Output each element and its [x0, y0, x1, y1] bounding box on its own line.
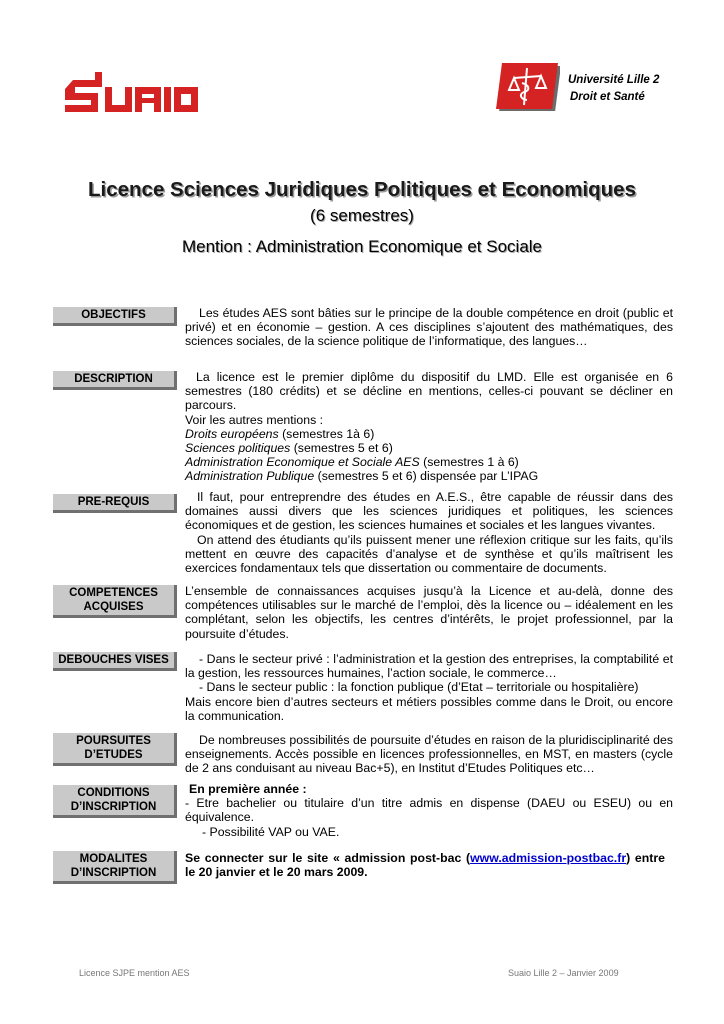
- university-line1: Université Lille 2: [568, 74, 660, 86]
- conditions-text: [185, 782, 673, 839]
- competences-text: [185, 584, 673, 641]
- modalites-text: [185, 851, 665, 879]
- mention-detail: (semestres 5 et 6) dispensée par L’IPAG: [314, 469, 539, 484]
- mention-detail: (semestres 5 et 6): [290, 441, 393, 456]
- debouches-autres: Mais encore bien d’autres secteurs et métiers possibles comme dans le Droit, ou encore la communication.: [185, 694, 673, 723]
- competences-paragraph: L’ensemble de connaissances acquises jusqu’à la Licence et au-delà, donne des compétences utilisables sur le marché de l’emploi, dès la licence ou – idéalement en les complétant, selon les objectifs, les centres d’intérêts, le projet professionnel, par la poursuite d’études.: [185, 584, 673, 641]
- page-title: Licence Sciences Juridiques Politiques et Economiques: [88, 178, 636, 201]
- admission-postbac-link[interactable]: www.admission-postbac.fr: [470, 851, 627, 865]
- modalites-text-after: ) entre le 20 janvier et le 20 mars 2009.: [185, 851, 665, 880]
- university-name: [568, 72, 659, 106]
- prerequis-text: [185, 490, 673, 575]
- mention-item: [185, 441, 673, 455]
- label-debouches: DEBOUCHES VISES: [53, 652, 177, 671]
- mention-detail: (semestres 1à 6): [278, 426, 375, 441]
- label-line: CONDITIONS: [77, 787, 150, 799]
- prerequis-paragraph-2: On attend des étudiants qu’ils puissent mener une réflexion critique sur les faits, qu’ils mettent en œuvre des capacités d’analyse et de synthèse et qu’ils maîtrisent les exercices fondamentaux tels que dissertation ou commentaire de documents.: [185, 532, 673, 576]
- mention-item: [185, 455, 673, 469]
- label-line: D’INSCRIPTION: [70, 801, 157, 813]
- label-poursuites: [53, 733, 177, 766]
- label-line: D’INSCRIPTION: [70, 867, 157, 879]
- conditions-heading: En première année :: [189, 782, 307, 796]
- prerequis-paragraph-1: Il faut, pour entreprendre des études en A.E.S., être capable de réussir dans des domaines aussi divers que les sciences juridiques et politiques, les sciences économiques et de gestion, les sciences humaines et sociales et les langues vivantes.: [185, 490, 673, 533]
- mention-name: Droits européens: [185, 426, 279, 441]
- page-subtitle: (6 semestres): [310, 206, 414, 225]
- suaio-logo: [65, 72, 198, 112]
- mention-name: Administration Economique et Sociale AES: [185, 455, 420, 470]
- objectifs-text: [185, 306, 673, 349]
- description-voir: Voir les autres mentions :: [185, 412, 324, 427]
- mention-item: [185, 427, 673, 441]
- debouches-prive: - Dans le secteur privé : l’administration et la gestion des entreprises, la comptabilité et la gestion, les ressources humaines, l’action sociale, le commerce…: [185, 652, 673, 681]
- footer-left: Licence SJPE mention AES: [79, 968, 190, 978]
- poursuites-paragraph: De nombreuses possibilités de poursuite d’études en raison de la pluridisciplinarité des enseignements. Accès possible en licences professionnelles, en MST, en masters (cycle de 2 ans conduisant au niveau Bac+5), en Institut d’Etudes Politiques etc…: [185, 733, 673, 776]
- debouches-text: [185, 652, 673, 723]
- footer-right: Suaio Lille 2 – Janvier 2009: [508, 968, 619, 978]
- conditions-paragraph-2: - Possibilité VAP ou VAE.: [202, 824, 340, 839]
- label-line: COMPETENCES: [69, 587, 158, 599]
- label-description: DESCRIPTION: [53, 371, 177, 390]
- label-conditions: [53, 785, 177, 818]
- label-modalites: [53, 851, 177, 884]
- conditions-paragraph-1: - Etre bachelier ou titulaire d’un titre admis en dispense (DAEU ou ESEU) ou en équivalence.: [185, 796, 673, 825]
- debouches-public: - Dans le secteur public : la fonction publique (d’Etat – territoriale ou hospitalière): [199, 680, 639, 695]
- objectifs-paragraph: Les études AES sont bâties sur le principe de la double compétence en droit (public et privé) et en économie – gestion. A ces disciplines s’ajoutent des mathématiques, des sciences sociales, de la science politique de l’informatique, des langues…: [185, 306, 673, 349]
- mention-name: Sciences politiques: [185, 441, 291, 456]
- modalites-text-before: Se connecter sur le site « admission post-bac (: [185, 851, 471, 865]
- label-objectifs: OBJECTIFS: [53, 307, 177, 326]
- mention-name: Administration Publique: [185, 469, 315, 484]
- label-line: ACQUISES: [83, 601, 144, 613]
- poursuites-text: [185, 733, 673, 776]
- mention-title: Mention : Administration Economique et Sociale: [181, 237, 543, 256]
- label-line: POURSUITES: [76, 735, 151, 747]
- university-line2: Droit et Santé: [570, 91, 645, 103]
- description-text: [185, 370, 673, 484]
- description-intro: La licence est le premier diplôme du dispositif du LMD. Elle est organisée en 6 semestres (180 crédits) et se décline en mentions, celles-ci pouvant se décliner en parcours.: [185, 370, 673, 413]
- modalites-paragraph: [185, 851, 665, 879]
- label-line: D’ETUDES: [84, 749, 143, 761]
- lille2-emblem-icon: [496, 61, 560, 111]
- label-line: MODALITES: [79, 853, 148, 865]
- mention-detail: (semestres 1 à 6): [419, 455, 519, 470]
- label-competences: [53, 585, 177, 618]
- label-prerequis: PRE-REQUIS: [53, 494, 177, 513]
- mention-item: [185, 469, 673, 483]
